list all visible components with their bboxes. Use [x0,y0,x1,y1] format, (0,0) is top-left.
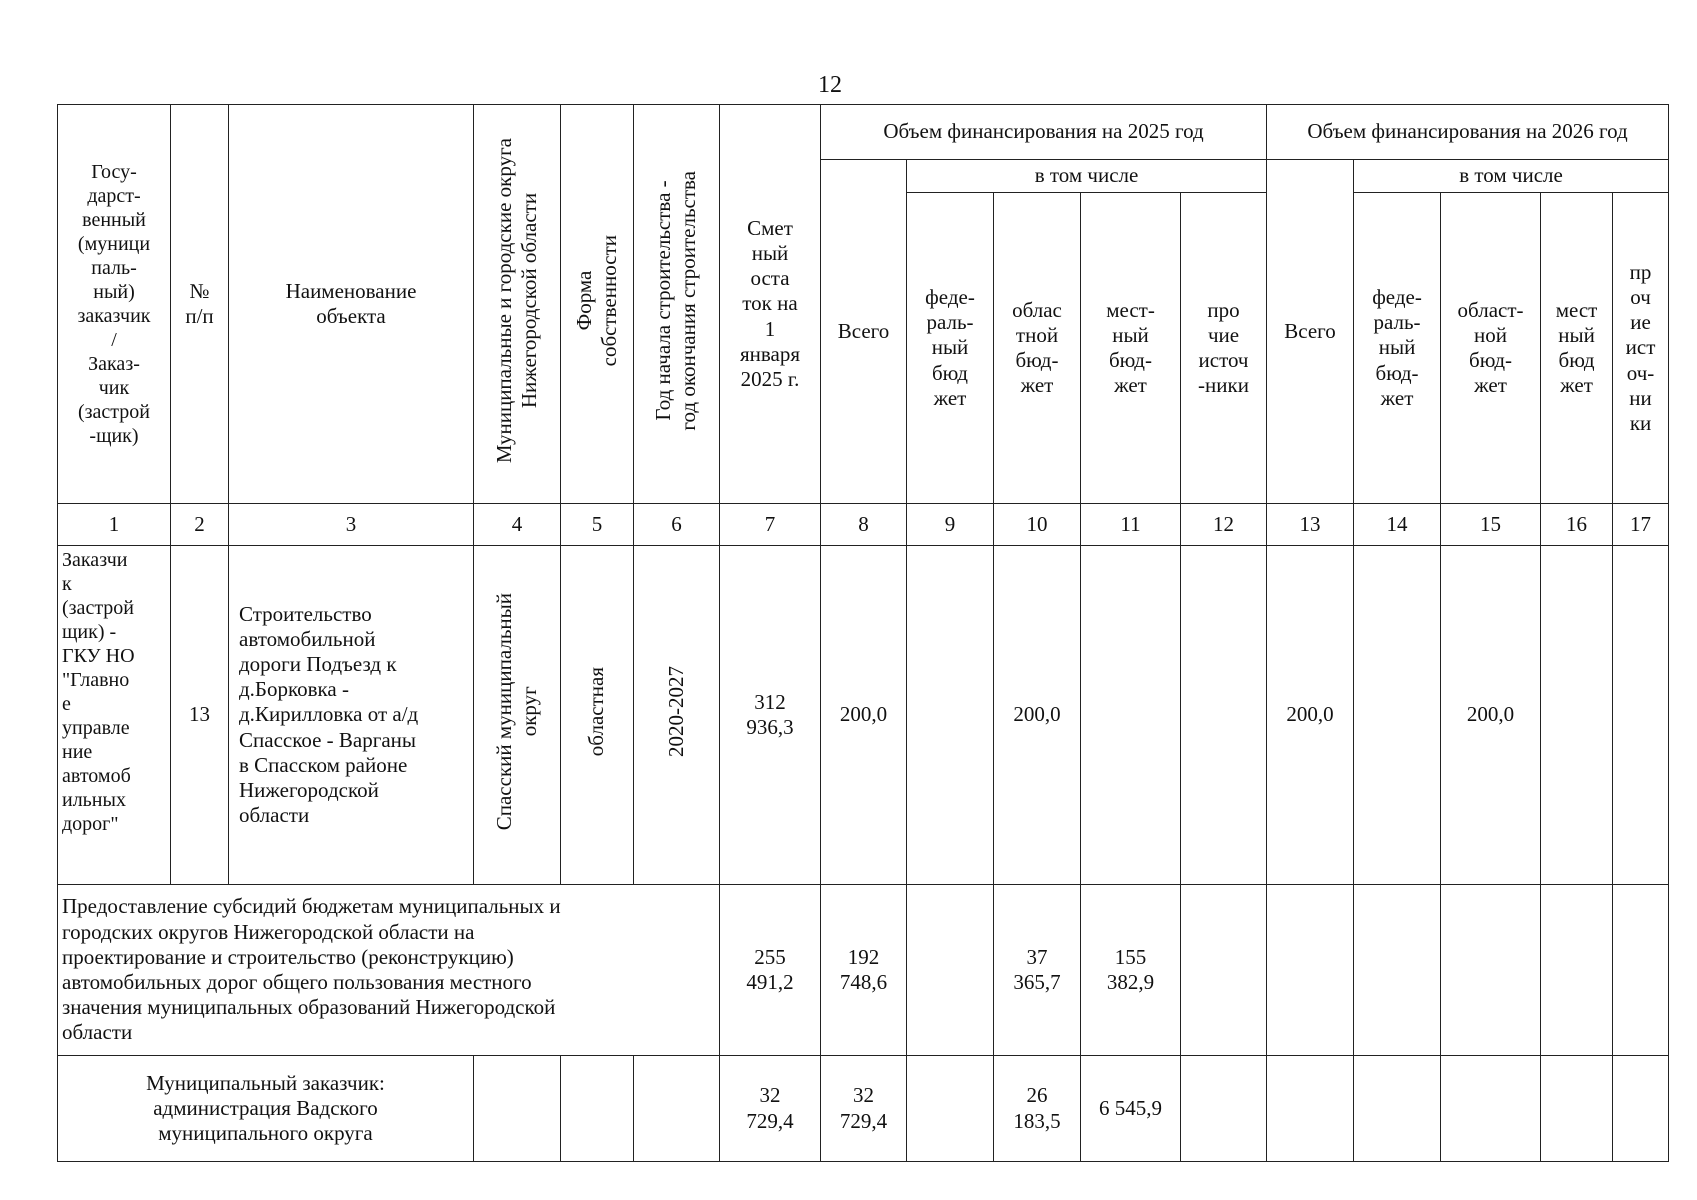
project-years-cell [634,546,720,885]
column-number: 9 [907,504,994,546]
header-regional-2025: облас тной бюд- жет [994,193,1081,504]
column-number: 2 [171,504,229,546]
header-regional-2026: област- ной бюд- жет [1441,193,1541,504]
municipal-empty-cell [1354,1056,1441,1162]
column-number: 3 [229,504,474,546]
column-number: 7 [720,504,821,546]
header-object-name: Наименование объекта [229,105,474,504]
subsidies-empty-cell [1441,885,1541,1056]
municipal-estimate-remainder: 32 729,4 [720,1056,821,1162]
project-regional-2026: 200,0 [1441,546,1541,885]
project-local-2025 [1081,546,1181,885]
municipal-empty-cell [474,1056,561,1162]
subsidies-empty-cell [1354,885,1441,1056]
municipal-empty-cell [1541,1056,1613,1162]
municipal-empty-cell [561,1056,634,1162]
municipal-total-2025: 32 729,4 [821,1056,907,1162]
municipal-other-2025 [1181,1056,1267,1162]
header-funding-2025: Объем финансирования на 2025 год [821,105,1267,160]
header-ownership: Форма собственности [571,235,621,367]
project-local-2026 [1541,546,1613,885]
header-districts-cell [474,105,561,504]
project-total-2025: 200,0 [821,546,907,885]
project-object-name: Строительство автомобильной дороги Подъезд к д.Борковка - д.Кирилловка от а/д Спасское - Варганы в Спасском районе Нижегородской области [229,546,474,885]
subsidies-empty-cell [1267,885,1354,1056]
project-district: Спасский муниципальный округ [491,593,541,831]
header-other-2026: пр оч ие ист оч- ни ки [1613,193,1669,504]
header-local-2025: мест- ный бюд- жет [1081,193,1181,504]
header-row-1 [58,105,1669,160]
column-numbers-row [58,504,1669,546]
column-number: 13 [1267,504,1354,546]
project-federal-2025 [907,546,994,885]
project-federal-2026 [1354,546,1441,885]
municipal-federal-2025 [907,1056,994,1162]
header-total-2025: Всего [821,160,907,504]
subsidies-description: Предоставление субсидий бюджетам муниципальных и городских округов Нижегородской области на проектирование и строительство (реконструкцию) автомобильных дорог общего пользования местного значения муниципальных образований Нижегородской области [58,885,720,1056]
column-number: 14 [1354,504,1441,546]
subsidies-regional-2025: 37 365,7 [994,885,1081,1056]
municipal-local-2025: 6 545,9 [1081,1056,1181,1162]
project-district-cell [474,546,561,885]
municipal-empty-cell [1613,1056,1669,1162]
municipal-customer: Муниципальный заказчик: администрация Вадского муниципального округа [58,1056,474,1162]
column-number: 4 [474,504,561,546]
project-total-2026: 200,0 [1267,546,1354,885]
project-ownership: областная [584,667,609,757]
subsidies-estimate-remainder: 255 491,2 [720,885,821,1056]
project-number: 13 [171,546,229,885]
page-number: 12 [818,72,842,98]
header-years-cell [634,105,720,504]
column-number: 12 [1181,504,1267,546]
project-regional-2025: 200,0 [994,546,1081,885]
header-other-2025: про чие источ -ники [1181,193,1267,504]
table-row-subsidies [58,885,1669,1056]
column-number: 1 [58,504,171,546]
column-number: 5 [561,504,634,546]
header-local-2026: мест ный бюд жет [1541,193,1613,504]
column-number: 17 [1613,504,1669,546]
subsidies-empty-cell [1613,885,1669,1056]
header-ownership-cell [561,105,634,504]
column-number: 10 [994,504,1081,546]
table-row-municipal [58,1056,1669,1162]
municipal-empty-cell [1267,1056,1354,1162]
subsidies-other-2025 [1181,885,1267,1056]
column-number: 8 [821,504,907,546]
header-including-2025: в том числе [907,160,1267,193]
project-other-2026 [1613,546,1669,885]
subsidies-local-2025: 155 382,9 [1081,885,1181,1056]
financing-table [57,104,1669,1162]
header-years: Год начала строительства - год окончания строительства [651,171,701,431]
header-funding-2026: Объем финансирования на 2026 год [1267,105,1669,160]
project-years: 2020-2027 [663,666,688,758]
subsidies-empty-cell [1541,885,1613,1056]
subsidies-federal-2025 [907,885,994,1056]
table-row-project [58,546,1669,885]
project-other-2025 [1181,546,1267,885]
column-number: 16 [1541,504,1613,546]
header-customer: Госу- дарст- венный (муници паль- ный) заказчик / Заказ- чик (застрой -щик) [58,105,171,504]
header-estimate-remainder: Смет ный оста ток на 1 января 2025 г. [720,105,821,504]
column-number: 15 [1441,504,1541,546]
header-number: № п/п [171,105,229,504]
header-total-2026: Всего [1267,160,1354,504]
column-number: 11 [1081,504,1181,546]
column-number: 6 [634,504,720,546]
project-ownership-cell [561,546,634,885]
municipal-empty-cell [1441,1056,1541,1162]
subsidies-total-2025: 192 748,6 [821,885,907,1056]
header-districts: Муниципальные и городские округа Нижегородской области [491,138,541,464]
header-federal-2026: феде- раль- ный бюд- жет [1354,193,1441,504]
project-customer: Заказчи к (застрой щик) - ГКУ НО "Главно е управле ние автомоб ильных дорог" [58,546,171,885]
header-including-2026: в том числе [1354,160,1669,193]
project-estimate-remainder: 312 936,3 [720,546,821,885]
municipal-regional-2025: 26 183,5 [994,1056,1081,1162]
municipal-empty-cell [634,1056,720,1162]
header-federal-2025: феде- раль- ный бюд жет [907,193,994,504]
